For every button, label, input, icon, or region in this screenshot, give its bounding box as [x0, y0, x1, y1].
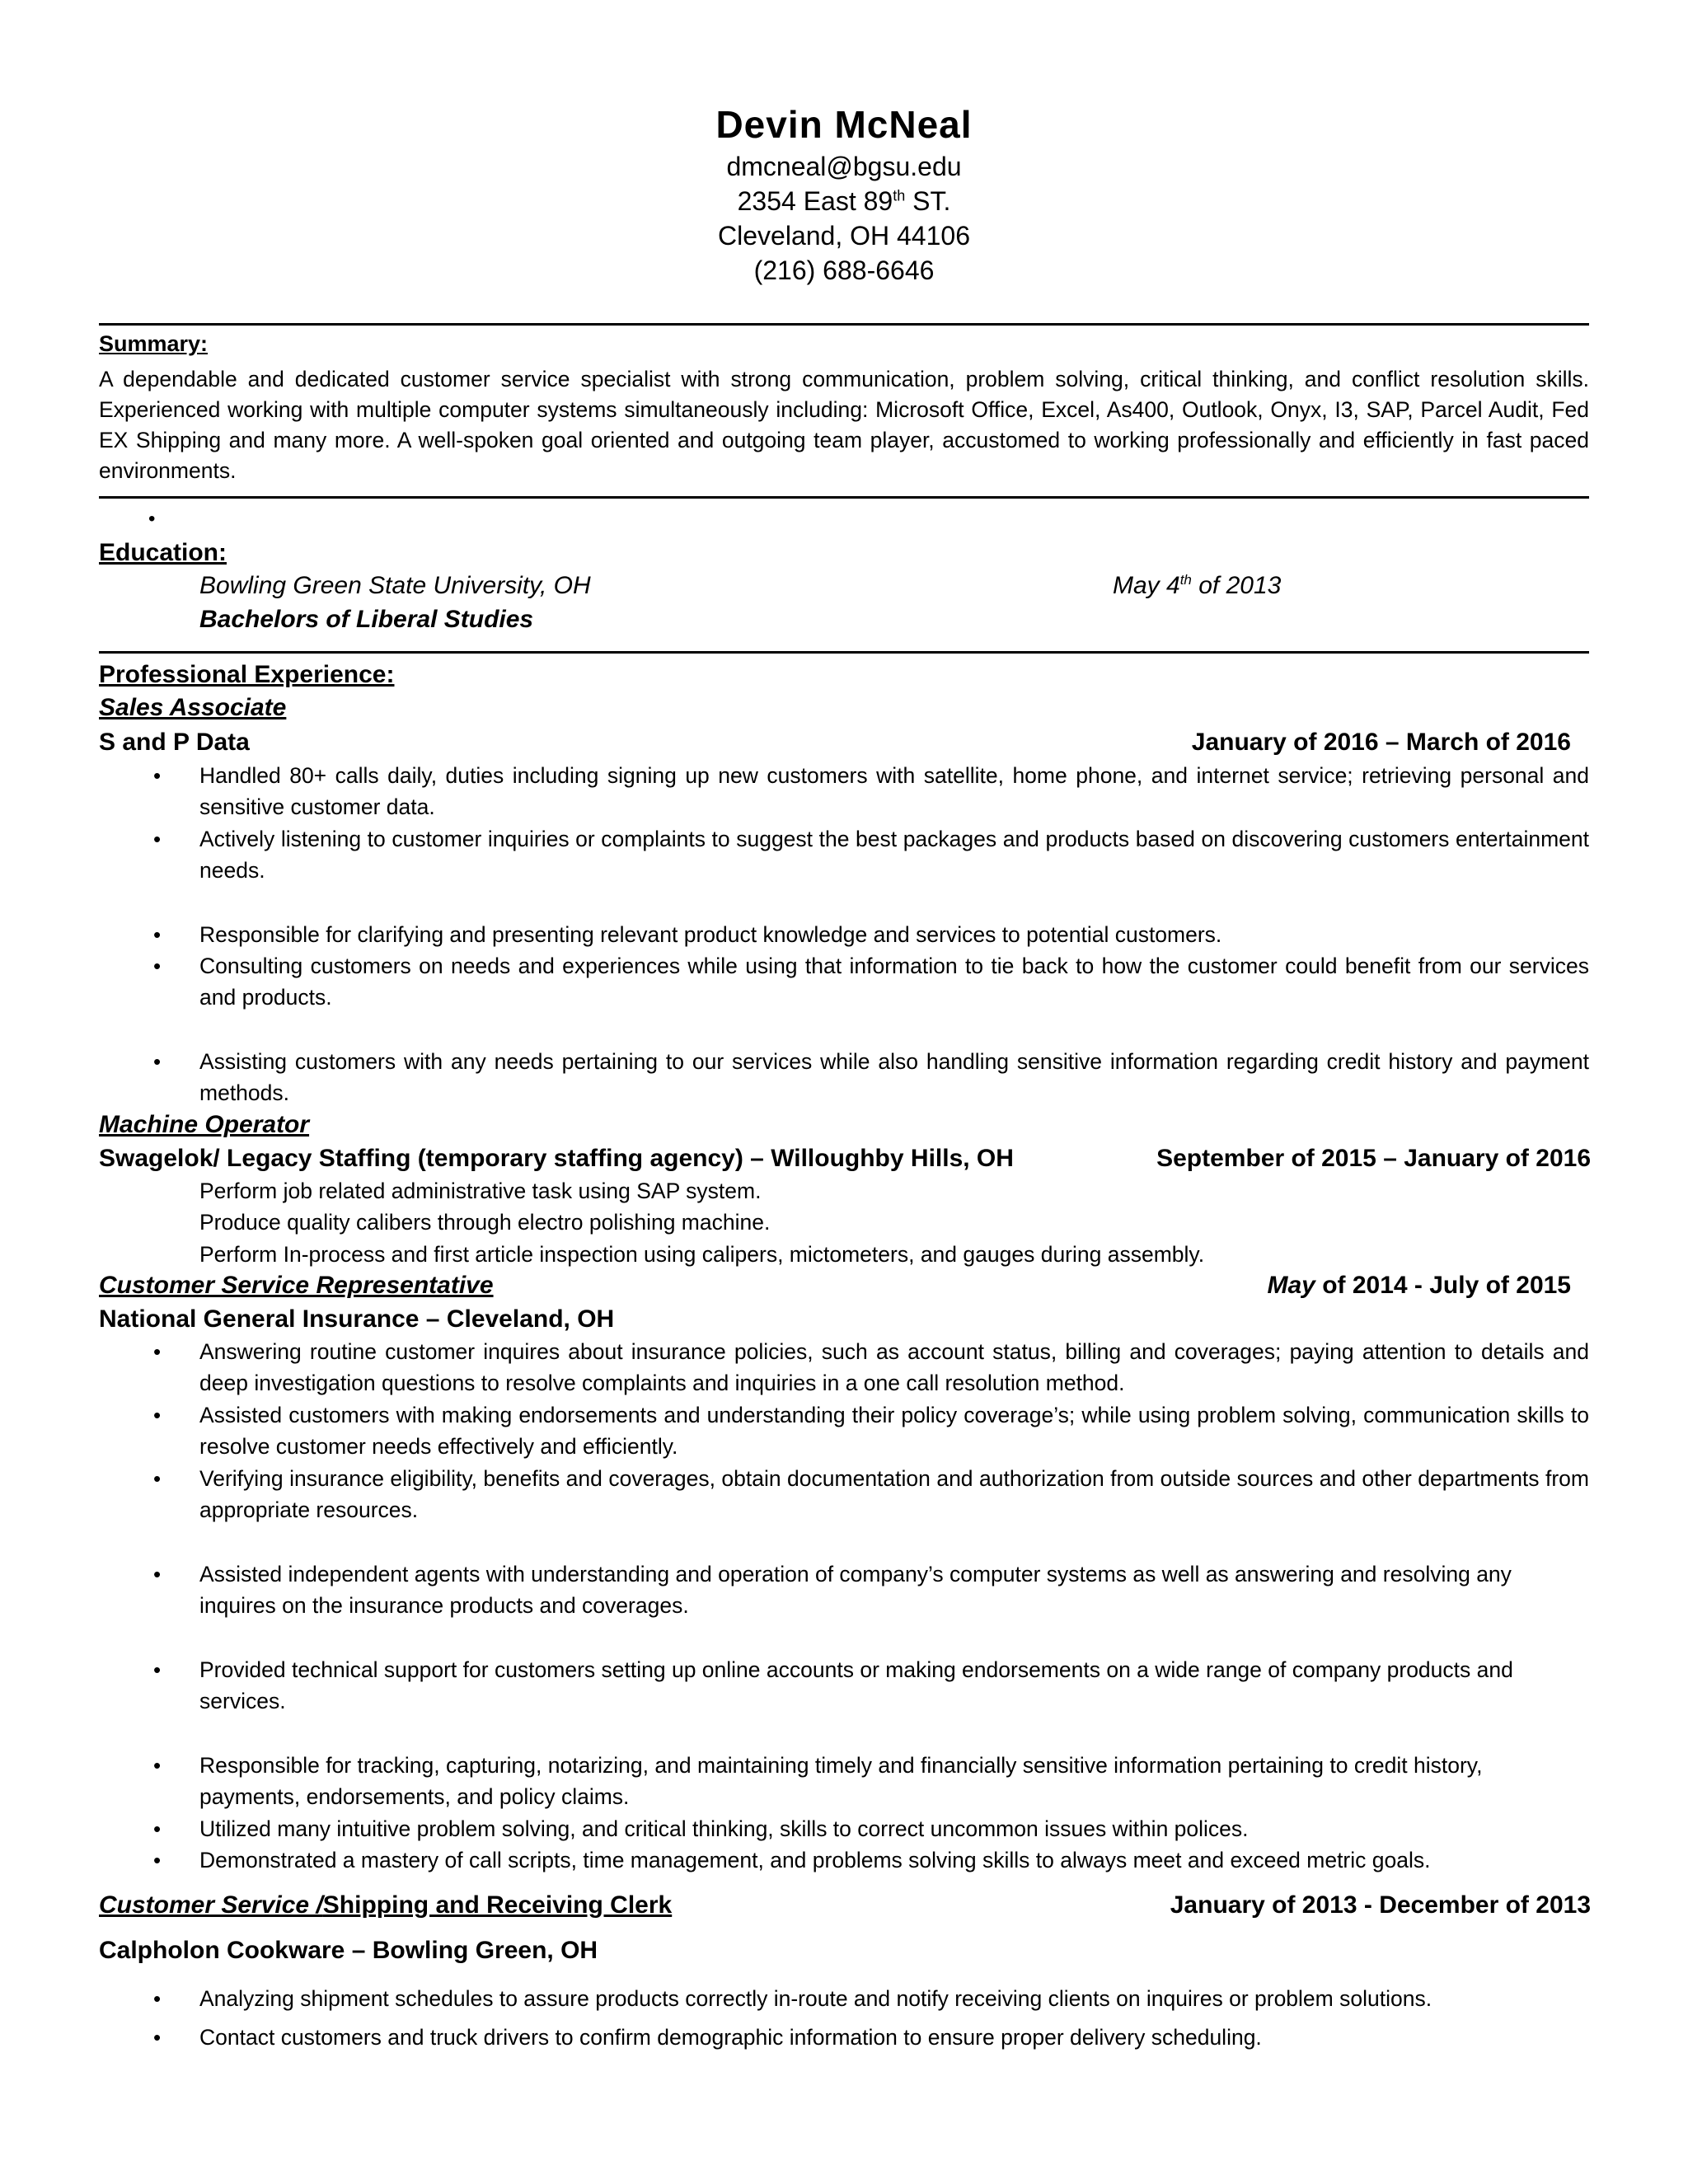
divider: [99, 651, 1589, 654]
divider: [99, 323, 1589, 326]
bullet-icon: •: [153, 827, 162, 851]
list-item: [153, 919, 1589, 950]
bullet-icon: •: [153, 1753, 162, 1778]
job-company: Swagelok/ Legacy Staffing (temporary staffing agency) – Willoughby Hills, OH: [99, 1145, 1014, 1172]
list-item-text: Perform In-process and first article inspection using calipers, mictometers, and gauges during assembly.: [199, 1242, 1205, 1267]
bullet-icon: •: [153, 1562, 162, 1586]
job-title-part2: Shipping and Receiving Clerk: [322, 1891, 673, 1919]
list-item-text: Consulting customers on needs and experiences while using that information to tie back to how the customer could benefit from our services and products.: [199, 954, 1589, 1010]
job-title-part1: Customer Service /: [99, 1891, 323, 1919]
list-item-text: Produce quality calibers through electro polishing machine.: [199, 1210, 771, 1235]
education-school: Bowling Green State University, OH: [199, 572, 591, 599]
list-item: [153, 1654, 1589, 1717]
list-item: [153, 1336, 1589, 1399]
bullet-icon: •: [153, 1986, 162, 2011]
city: Cleveland, OH 44106: [718, 221, 970, 251]
address-number: 2354 East 89: [737, 186, 893, 216]
list-item-text: Verifying insurance eligibility, benefits and coverages, obtain documentation and authorization from outside sources and other departments from appropriate resources.: [199, 1466, 1589, 1522]
list-item-text: Demonstrated a mastery of call scripts, time management, and problems solving skills to always meet and exceed metric goals.: [199, 1848, 1431, 1872]
job-dates: January of 2016 – March of 2016: [1191, 729, 1571, 756]
list-item: [153, 1046, 1589, 1108]
bullet-icon: •: [153, 1403, 162, 1427]
list-item: [153, 1239, 1589, 1270]
job-dates: September of 2015 – January of 2016: [1156, 1145, 1591, 1172]
job-company: National General Insurance – Cleveland, OH: [99, 1305, 615, 1333]
list-item: [153, 1844, 1589, 1876]
job-title: Sales Associate: [99, 694, 287, 721]
education-degree: Bachelors of Liberal Studies: [199, 606, 534, 633]
address-superscript: th: [893, 187, 906, 204]
bullet-icon: •: [153, 922, 162, 947]
job-title: Machine Operator: [99, 1111, 310, 1138]
list-item-text: Utilized many intuitive problem solving, and critical thinking, skills to correct uncommon issues within polices.: [199, 1816, 1249, 1841]
job-dates: January of 2013 - December of 2013: [1170, 1891, 1591, 1919]
bullet-icon: •: [153, 1848, 162, 1872]
list-item: [153, 1813, 1589, 1844]
education-date-rest: of 2013: [1191, 572, 1282, 599]
list-item: [153, 823, 1589, 886]
experience-heading: Professional Experience:: [99, 661, 395, 688]
summary-heading: Summary:: [99, 331, 209, 356]
education-heading: Education:: [99, 539, 227, 566]
list-item-text: Assisted customers with making endorsements and understanding their policy coverage’s; while using problem solving, communication skills to resolve customer needs effectively and efficiently.: [199, 1403, 1589, 1459]
list-item-text: Perform job related administrative task using SAP system.: [199, 1179, 762, 1203]
job-dates-month: May: [1267, 1272, 1315, 1299]
job-title: [99, 1891, 672, 1919]
job-title: Customer Service Representative: [99, 1272, 494, 1299]
job-dates-rest: of 2014 - July of 2015: [1315, 1272, 1571, 1299]
education-date-main: May 4: [1113, 572, 1180, 599]
education-date-sup: th: [1179, 572, 1192, 588]
list-item-text: Assisted independent agents with understanding and operation of company’s computer systems as well as answering and resolving any inquires on the insurance products and coverages.: [199, 1562, 1512, 1618]
bullet-icon: •: [153, 954, 162, 978]
list-item-text: Responsible for tracking, capturing, notarizing, and maintaining timely and financially sensitive information pertaining to credit history, payments, endorsements, and policy claims.: [199, 1753, 1483, 1809]
list-item-text: Responsible for clarifying and presenting relevant product knowledge and services to potential customers.: [199, 922, 1222, 947]
phone: (216) 688-6646: [753, 255, 935, 285]
divider: [99, 496, 1589, 499]
email: dmcneal@bgsu.edu: [726, 152, 962, 181]
list-item: [153, 1750, 1589, 1812]
list-item-text: Answering routine customer inquires about insurance policies, such as account status, billing and coverages; paying attention to details and deep investigation questions to resolve complaints and inquiries in a one call resolution method.: [199, 1339, 1589, 1395]
summary-text: A dependable and dedicated customer service specialist with strong communication, problem solving, critical thinking, and conflict resolution skills. Experienced working with multiple computer systems simultaneously including: Microsoft Office, Excel, As400, Outlook, Onyx, I3, SAP, Parcel Audit, Fed EX Shipping and many more. A well-spoken goal oriented and outgoing team player, accustomed to working professionally and efficiently in fast paced environments.: [99, 367, 1589, 483]
list-item: [153, 1983, 1589, 2014]
list-item: [153, 2022, 1589, 2053]
bullet-icon: •: [153, 1657, 162, 1682]
bullet-icon: •: [153, 1049, 162, 1074]
list-item: [153, 1399, 1589, 1462]
address-rest: ST.: [905, 186, 951, 216]
bullet-icon: •: [153, 1816, 162, 1841]
stray-bullet: •: [148, 508, 156, 530]
list-item: [153, 1463, 1589, 1526]
job-company: S and P Data: [99, 729, 250, 756]
address: [0, 186, 1688, 217]
education-date: [1113, 572, 1281, 600]
list-item: [153, 1175, 1589, 1207]
list-item: [153, 950, 1589, 1013]
job-company: Calpholon Cookware – Bowling Green, OH: [99, 1937, 598, 1964]
list-item: [153, 1207, 1589, 1238]
list-item-text: Contact customers and truck drivers to confirm demographic information to ensure proper delivery scheduling.: [199, 2025, 1262, 2050]
bullet-icon: •: [153, 1339, 162, 1364]
list-item-text: Analyzing shipment schedules to assure products correctly in-route and notify receiving clients on inquires or problem solutions.: [199, 1986, 1432, 2011]
list-item-text: Provided technical support for customers setting up online accounts or making endorsements on a wide range of company products and services.: [199, 1657, 1513, 1713]
list-item-text: Assisting customers with any needs pertaining to our services while also handling sensitive information regarding credit history and payment methods.: [199, 1049, 1589, 1105]
candidate-name: Devin McNeal: [715, 103, 973, 146]
list-item: [153, 760, 1589, 823]
job-dates: [1268, 1272, 1572, 1300]
bullet-icon: •: [153, 2025, 162, 2050]
bullet-icon: •: [153, 763, 162, 788]
list-item: [153, 1558, 1589, 1621]
list-item-text: Actively listening to customer inquiries or complaints to suggest the best packages and products based on discovering customers entertainment needs.: [199, 827, 1589, 883]
list-item-text: Handled 80+ calls daily, duties including signing up new customers with satellite, home phone, and internet service; retrieving personal and sensitive customer data.: [199, 763, 1589, 819]
bullet-icon: •: [153, 1466, 162, 1491]
